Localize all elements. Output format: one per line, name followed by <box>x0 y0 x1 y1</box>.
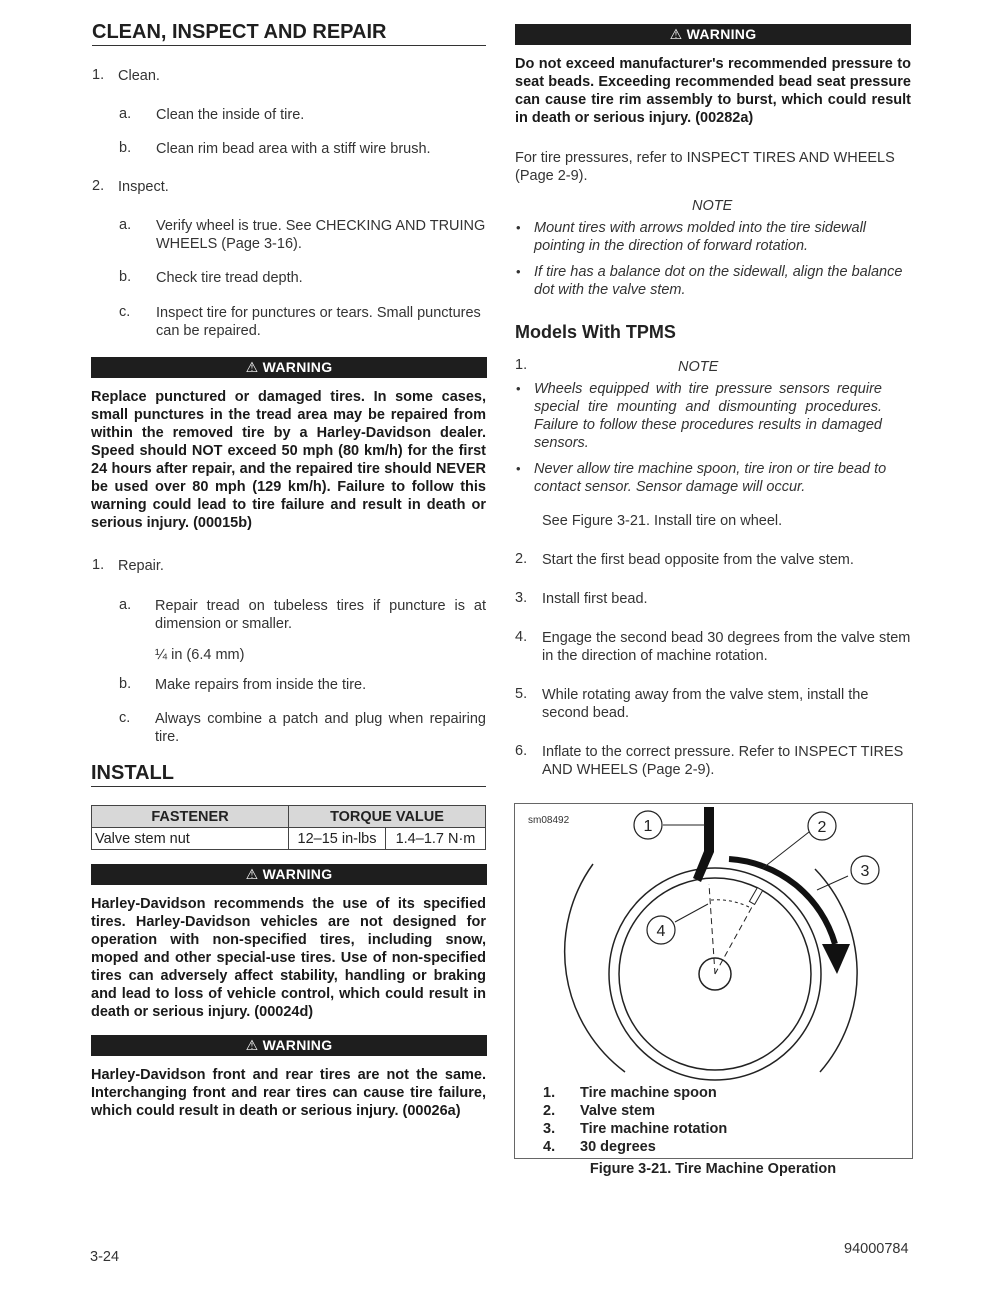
dashed-line <box>709 884 715 974</box>
substep-letter: c. <box>119 710 131 726</box>
step-number: 1. <box>515 357 528 373</box>
callout-leader <box>817 876 848 890</box>
legend-num: 2. <box>543 1103 556 1119</box>
subsection-title-tpms: Models With TPMS <box>515 322 676 342</box>
table-header: TORQUE VALUE <box>289 806 486 828</box>
step-text: While rotating away from the valve stem, install the second bead. <box>542 687 869 721</box>
note-bullet: Wheels equipped with tire pressure sensors require special tire mounting and dismounting procedures. Failure to follow these procedures results in damaged sensors. <box>534 381 882 451</box>
step-number: 5. <box>515 686 528 702</box>
step-text: Start the first bead opposite from the valve stem. <box>542 552 854 568</box>
rotation-arrow-head <box>822 944 850 974</box>
page-number: 3-24 <box>90 1249 120 1265</box>
warning-text: Harley-Davidson recommends the use of its specified tires. Harley-Davidson vehicles are not designed for operation with non-specified tires, including snow, moped and other special-use tires. Use of non-specified tires can adversely affect stability, handling or braking and lead to loss of vehicle control, which could result in death or serious injury. (00024d) <box>91 896 486 1020</box>
step-number: 1. <box>92 557 105 573</box>
substep-text: Clean rim bead area with a stiff wire brush. <box>156 141 431 157</box>
substep-text: Inspect tire for punctures or tears. Small punctures can be repaired. <box>156 305 481 339</box>
note-label: NOTE <box>678 359 719 375</box>
table-cell: 1.4–1.7 N·m <box>386 828 486 850</box>
step-text: Repair. <box>118 558 164 574</box>
pressure-reference: For tire pressures, refer to INSPECT TIRES AND WHEELS (Page 2-9). <box>515 150 895 184</box>
warning-banner: ⚠ WARNING <box>515 24 911 45</box>
repair-dimension: ¼ in (6.4 mm) <box>155 647 245 663</box>
substep-text: Check tire tread depth. <box>156 270 303 286</box>
bullet-dot: • <box>516 220 521 235</box>
callout-leader <box>675 904 708 922</box>
note-bullet: Mount tires with arrows molded into the tire sidewall pointing in the direction of forward rotation. <box>534 220 867 254</box>
legend-text: Tire machine rotation <box>580 1121 728 1137</box>
legend-text: Tire machine spoon <box>580 1085 717 1101</box>
substep-text: Clean the inside of tire. <box>156 107 305 123</box>
warning-text: Harley-Davidson front and rear tires are not the same. Interchanging front and rear tires can cause tire failure, which could result in death or serious injury. (00026a) <box>91 1067 486 1119</box>
valve-stem <box>749 888 762 905</box>
figure-code: sm08492 <box>528 815 570 826</box>
step-text: Clean. <box>118 68 160 84</box>
note-label: NOTE <box>692 198 733 214</box>
step-number: 3. <box>515 590 528 606</box>
warning-text: Replace punctured or damaged tires. In some cases, small punctures in the tread area may be repaired from within the removed tire by a Harley-Davidson dealer. Speed should NOT exceed 50 mph (80 km/h) for the first 24 hours after repair, and the repaired tire should NEVER be used over 80 mph (129 km/h). Failure to follow this warning could lead to tire failure and result in death or serious injury. (00015b) <box>91 389 486 531</box>
bullet-dot: • <box>516 381 521 396</box>
section-title-clean: CLEAN, INSPECT AND REPAIR <box>92 21 486 46</box>
table-row <box>92 828 486 850</box>
step-number: 4. <box>515 629 528 645</box>
section-title-install: INSTALL <box>91 762 486 787</box>
callout-4-label: 4 <box>656 923 666 940</box>
figure-caption: Figure 3-21. Tire Machine Operation <box>589 1161 837 1177</box>
step-number: 2. <box>515 551 528 567</box>
legend-text: Valve stem <box>580 1103 655 1119</box>
step-number: 6. <box>515 743 528 759</box>
dashed-line <box>715 896 758 974</box>
tire-machine-diagram <box>515 804 910 1084</box>
substep-letter: a. <box>119 106 132 122</box>
warning-banner: ⚠ WARNING <box>91 864 487 885</box>
document-number: 94000784 <box>844 1241 909 1257</box>
tire-machine-spoon <box>693 807 714 882</box>
callout-1-label: 1 <box>643 818 653 835</box>
callout-leader <box>763 832 809 868</box>
torque-table <box>91 805 486 850</box>
substep-letter: b. <box>119 676 132 692</box>
step-text: Inflate to the correct pressure. Refer to INSPECT TIRES AND WHEELS (Page 2-9). <box>542 744 904 778</box>
step-number: 2. <box>92 178 105 194</box>
legend-num: 1. <box>543 1085 556 1101</box>
table-header-row <box>92 806 486 828</box>
substep-letter: c. <box>119 304 131 320</box>
bullet-dot: • <box>516 264 521 279</box>
substep-text: Verify wheel is true. See CHECKING AND TRUING WHEELS (Page 3-16). <box>156 218 486 252</box>
legend-num: 4. <box>543 1139 556 1155</box>
legend-text: 30 degrees <box>580 1139 656 1155</box>
step-number: 1. <box>92 67 105 83</box>
note-bullet: If tire has a balance dot on the sidewall, align the balance dot with the valve stem. <box>534 264 903 298</box>
callout-3-label: 3 <box>860 863 870 880</box>
note-bullet: Never allow tire machine spoon, tire iron or tire bead to contact sensor. Sensor damage will occur. <box>534 461 887 495</box>
substep-letter: b. <box>119 140 132 156</box>
bullet-dot: • <box>516 461 521 476</box>
figure-reference: See Figure 3-21. Install tire on wheel. <box>542 513 783 529</box>
table-cell: Valve stem nut <box>92 828 289 850</box>
table-cell: 12–15 in-lbs <box>289 828 386 850</box>
substep-text: Always combine a patch and plug when repairing tire. <box>155 711 486 745</box>
legend-num: 3. <box>543 1121 556 1137</box>
angle-arc <box>711 900 751 908</box>
warning-text: Do not exceed manufacturer's recommended pressure to seat beads. Exceeding recommended bead seat pressure can cause tire rim assembly to burst, which could result in death or serious injury. (00282a) <box>515 56 911 126</box>
warning-banner: ⚠ WARNING <box>91 1035 487 1056</box>
substep-letter: b. <box>119 269 132 285</box>
warning-banner: ⚠ WARNING <box>91 357 487 378</box>
step-text: Install first bead. <box>542 591 648 607</box>
table-header: FASTENER <box>92 806 289 828</box>
step-text: Inspect. <box>118 179 169 195</box>
substep-letter: a. <box>119 217 132 233</box>
substep-text: Make repairs from inside the tire. <box>155 677 367 693</box>
step-text: Engage the second bead 30 degrees from the valve stem in the direction of machine rotation. <box>542 630 911 664</box>
substep-letter: a. <box>119 597 132 613</box>
callout-2-label: 2 <box>817 819 827 836</box>
substep-text: Repair tread on tubeless tires if puncture is at dimension or smaller. <box>155 598 486 632</box>
tire-outer-arc <box>565 864 625 1072</box>
